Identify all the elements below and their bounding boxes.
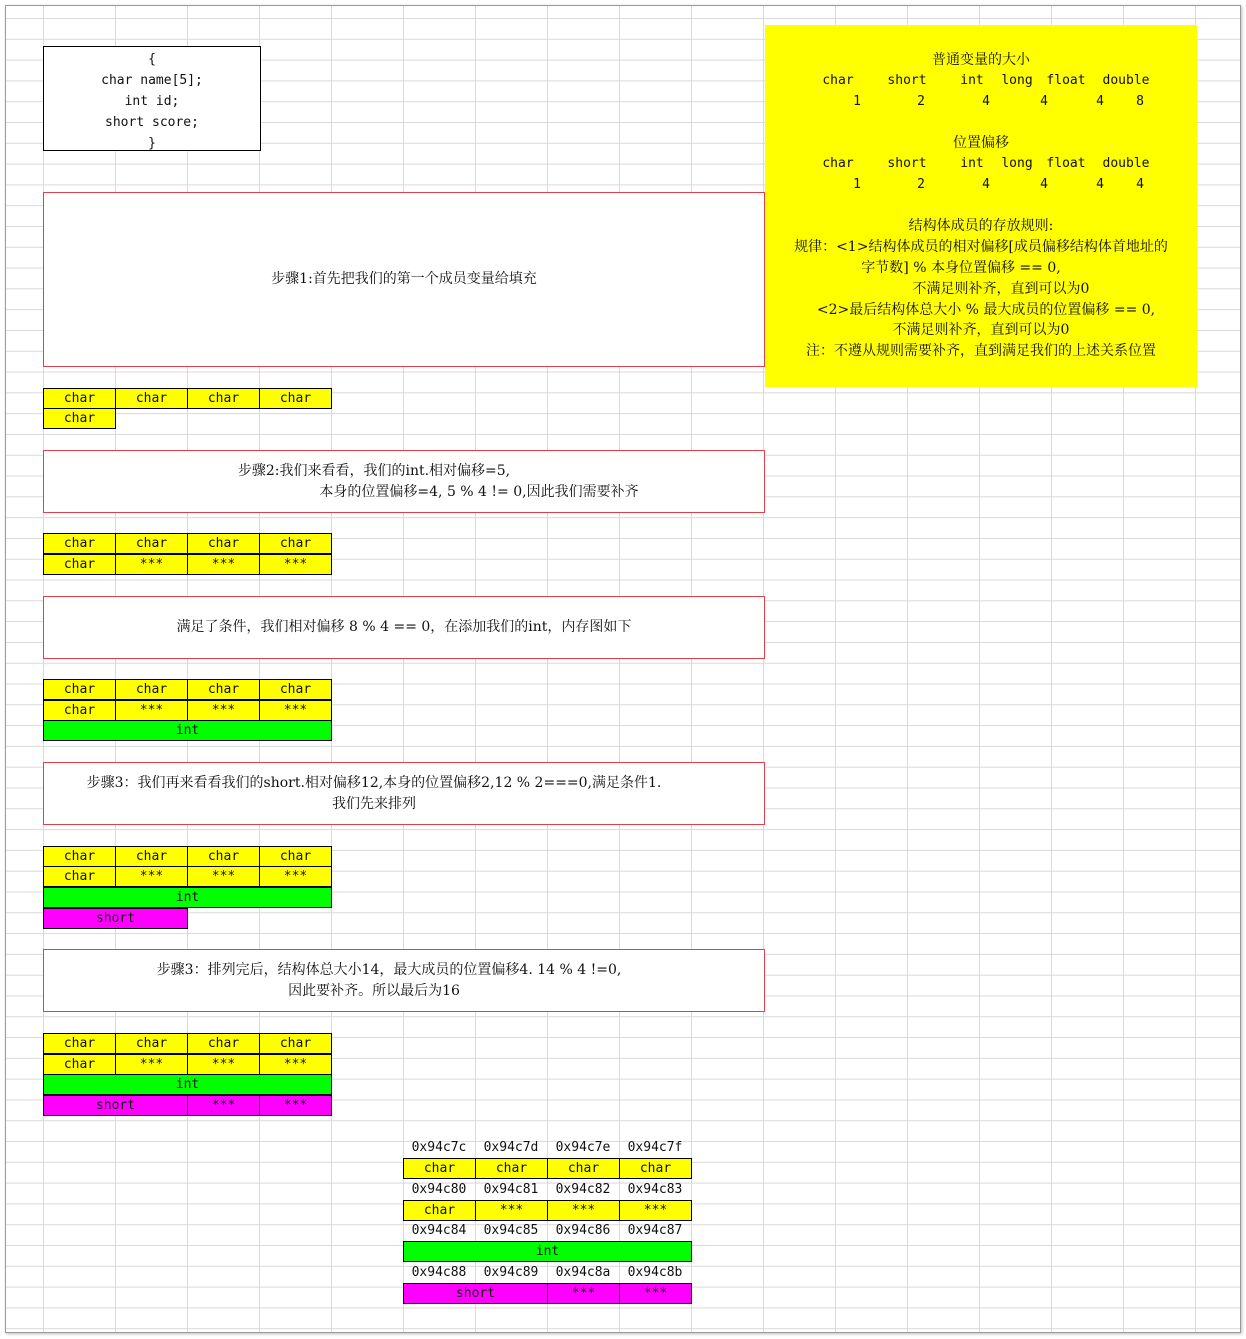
char-cell: char	[259, 533, 332, 554]
char-cell: char	[43, 1054, 116, 1075]
padding-cell: ***	[619, 1200, 692, 1221]
type-label: long	[1001, 155, 1033, 171]
type-label: short	[887, 72, 927, 88]
char-cell: char	[259, 1033, 332, 1054]
address-label: 0x94c7c	[411, 1140, 467, 1155]
char-cell: char	[43, 1033, 116, 1054]
address-label: 0x94c7f	[627, 1140, 683, 1155]
address-label: 0x94c82	[555, 1182, 611, 1197]
padding-cell: ***	[115, 1054, 188, 1075]
rule-title: 结构体成员的存放规则:	[908, 218, 1054, 235]
step1-text: 步骤1:首先把我们的第一个成员变量给填充	[271, 271, 537, 287]
char-cell: char	[259, 388, 332, 409]
padding-cell: ***	[115, 700, 188, 721]
rule-line: 规律：<1>结构体成员的相对偏移[成员偏移结构体首地址的	[794, 239, 1168, 256]
step3-box	[43, 762, 765, 825]
padding-cell: ***	[259, 554, 332, 575]
step3-text-line2: 我们先来排列	[332, 795, 416, 812]
type-label: char	[822, 155, 854, 171]
size-value: 4	[982, 93, 990, 109]
char-cell: char	[475, 1158, 548, 1179]
step3b-box	[43, 949, 765, 1012]
code-line: int id;	[124, 94, 180, 109]
char-cell: char	[187, 388, 260, 409]
address-label: 0x94c84	[411, 1223, 467, 1238]
char-cell: char	[619, 1158, 692, 1179]
step3b-text-line2: 因此要补齐。所以最后为16	[288, 982, 460, 999]
size-value: 4	[1096, 93, 1104, 109]
offset-value: 4	[1096, 176, 1104, 192]
char-cell: char	[115, 388, 188, 409]
padding-cell: ***	[259, 700, 332, 721]
char-cell: char	[115, 1033, 188, 1054]
char-cell: char	[259, 846, 332, 867]
type-row	[765, 71, 1197, 92]
step2-text-line2: 本身的位置偏移=4, 5 % 4 != 0,因此我们需要补齐	[319, 483, 639, 500]
short-cell: short	[43, 1095, 188, 1116]
int-cell: int	[43, 1074, 332, 1095]
address-label: 0x94c8a	[555, 1265, 611, 1280]
offset-value: 4	[1136, 176, 1144, 192]
rule-line: 不满足则补齐，直到可以为0	[892, 322, 1070, 339]
type-label: int	[960, 155, 984, 171]
padding-cell: ***	[187, 554, 260, 575]
char-cell: char	[115, 679, 188, 700]
rule-line: 字节数] % 本身位置偏移 == 0,	[861, 259, 1061, 276]
short-cell: short	[43, 908, 188, 929]
address-label: 0x94c86	[555, 1223, 611, 1238]
struct-code-box	[43, 46, 261, 151]
type-label: float	[1046, 72, 1086, 88]
char-cell: char	[547, 1158, 620, 1179]
char-cell: char	[115, 533, 188, 554]
short-cell: short	[403, 1283, 548, 1304]
step2-box	[43, 450, 765, 513]
type-row	[765, 154, 1197, 175]
size-value: 1	[853, 93, 861, 109]
char-cell: char	[403, 1200, 476, 1221]
char-cell: char	[403, 1158, 476, 1179]
padding-cell: ***	[115, 866, 188, 887]
code-line: short score;	[105, 115, 199, 130]
address-label: 0x94c81	[483, 1182, 539, 1197]
size-value: 4	[1040, 93, 1048, 109]
spreadsheet-sheet	[5, 5, 1241, 1333]
condition-text: 满足了条件，我们相对偏移 8 % 4 == 0，在添加我们的int，内存图如下	[176, 619, 632, 635]
char-cell: char	[43, 388, 116, 409]
type-label: long	[1001, 72, 1033, 88]
size-value: 2	[917, 93, 925, 109]
padding-cell: ***	[187, 1095, 260, 1116]
rule-line: 不满足则补齐，直到可以为0	[912, 280, 1090, 297]
address-label: 0x94c80	[411, 1182, 467, 1197]
char-cell: char	[43, 846, 116, 867]
char-cell: char	[43, 408, 116, 429]
condition-box	[43, 596, 765, 659]
padding-cell: ***	[187, 866, 260, 887]
type-label: int	[960, 72, 984, 88]
address-label: 0x94c7d	[483, 1140, 539, 1155]
rule-note: 注：不遵从规则需要补齐，直到满足我们的上述关系位置	[806, 343, 1156, 360]
address-label: 0x94c7e	[555, 1140, 611, 1155]
rules-panel	[765, 25, 1197, 387]
padding-cell: ***	[259, 1054, 332, 1075]
offset-value: 2	[917, 176, 925, 192]
type-label: double	[1102, 72, 1150, 88]
size-value: 8	[1136, 93, 1144, 109]
step3-text-line1: 步骤3：我们再来看看我们的short.相对偏移12,本身的位置偏移2,12 % 2===0,满足条件1.	[86, 774, 662, 791]
size-title: 普通变量的大小	[932, 52, 1030, 68]
char-cell: char	[43, 679, 116, 700]
char-cell: char	[187, 679, 260, 700]
char-cell: char	[43, 554, 116, 575]
padding-cell: ***	[259, 866, 332, 887]
char-cell: char	[187, 1033, 260, 1054]
address-label: 0x94c88	[411, 1265, 467, 1280]
padding-cell: ***	[475, 1200, 548, 1221]
offset-value: 4	[982, 176, 990, 192]
type-label: short	[887, 155, 927, 171]
address-label: 0x94c87	[627, 1223, 683, 1238]
type-label: double	[1102, 155, 1150, 171]
address-label: 0x94c83	[627, 1182, 683, 1197]
offset-title: 位置偏移	[953, 135, 1009, 152]
padding-cell: ***	[187, 1054, 260, 1075]
address-label: 0x94c89	[483, 1265, 539, 1280]
padding-cell: ***	[547, 1200, 620, 1221]
step1-box	[43, 192, 765, 367]
int-cell: int	[403, 1241, 692, 1262]
code-line: {	[148, 52, 156, 67]
offset-value: 4	[1040, 176, 1048, 192]
offset-value: 1	[853, 176, 861, 192]
size-row	[765, 92, 1197, 113]
address-label: 0x94c85	[483, 1223, 539, 1238]
type-label: float	[1046, 155, 1086, 171]
padding-cell: ***	[259, 1095, 332, 1116]
step2-text-line1: 步骤2:我们来看看，我们的int.相对偏移=5,	[237, 462, 511, 479]
type-label: char	[822, 72, 854, 88]
int-cell: int	[43, 887, 332, 908]
code-line: }	[148, 136, 156, 151]
code-line: char name[5];	[101, 73, 203, 88]
padding-cell: ***	[115, 554, 188, 575]
char-cell: char	[43, 866, 116, 887]
char-cell: char	[115, 846, 188, 867]
char-cell: char	[187, 846, 260, 867]
rule-line: <2>最后结构体总大小 % 最大成员的位置偏移 == 0,	[816, 301, 1156, 318]
offset-row	[765, 175, 1197, 196]
padding-cell: ***	[619, 1283, 692, 1304]
char-cell: char	[187, 533, 260, 554]
address-label: 0x94c8b	[627, 1265, 683, 1280]
padding-cell: ***	[187, 700, 260, 721]
char-cell: char	[259, 679, 332, 700]
padding-cell: ***	[547, 1283, 620, 1304]
step3b-text-line1: 步骤3：排列完后，结构体总大小14，最大成员的位置偏移4. 14 % 4 !=0,	[156, 961, 622, 978]
int-cell: int	[43, 720, 332, 741]
char-cell: char	[43, 700, 116, 721]
char-cell: char	[43, 533, 116, 554]
